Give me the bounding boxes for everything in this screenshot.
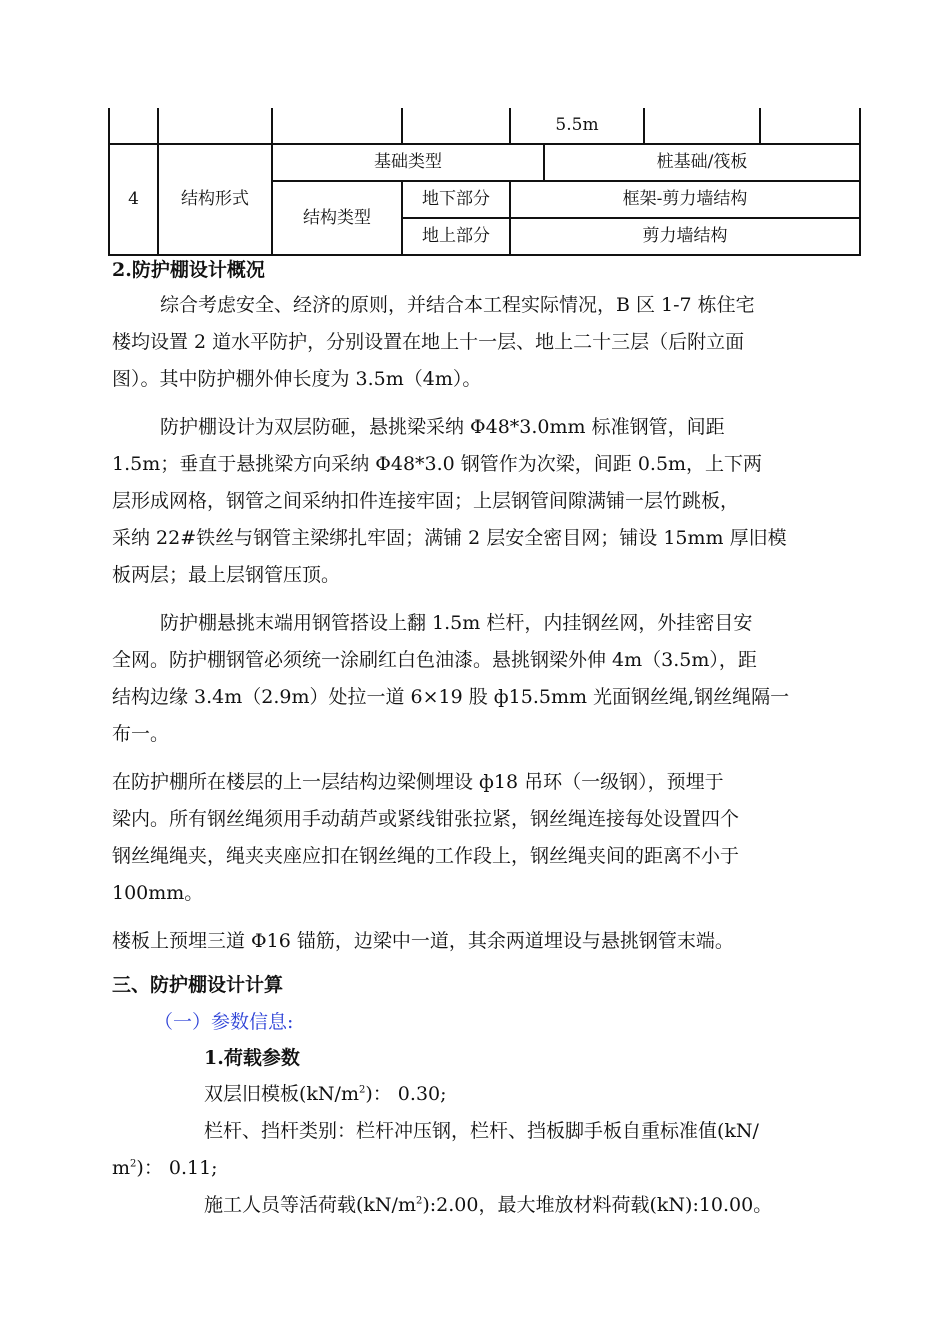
aboveground-value: 剪力墙结构 <box>510 218 860 255</box>
param-line: 双层旧模板$(kN/m^2)$： 0.30; <box>204 1083 447 1105</box>
underground-label: 地下部分 <box>402 181 510 218</box>
paragraph-line: 梁内。所有钢丝绳须用手动葫芦或紧线钳张拉紧，钢丝绳连接每处设置四个 <box>112 808 740 830</box>
load-params-heading: 1.荷载参数 <box>204 1047 300 1069</box>
table-row <box>109 144 860 181</box>
paragraph-line: 防护棚设计为双层防砸，悬挑梁采纳 Φ48*3.0mm 标准钢管，间距 <box>160 416 725 438</box>
aboveground-label: 地上部分 <box>402 218 510 255</box>
paragraph-line: 钢丝绳绳夹，绳夹夹座应扣在钢丝绳的工作段上，钢丝绳夹间的距离不小于 <box>112 845 740 867</box>
param-line: $m^2$)： 0.11; <box>112 1157 218 1179</box>
table-cell <box>272 108 402 144</box>
table-cell: 5.5m <box>510 108 644 144</box>
table-row <box>109 108 860 144</box>
param-line: 栏杆、挡杆类别：栏杆冲压钢，栏杆、挡板脚手板自重标准值(kN/ <box>204 1120 759 1142</box>
paragraph-line: 综合考虑安全、经济的原则，并结合本工程实际情况，B 区 1-7 栋住宅 <box>160 294 755 316</box>
paragraph-line: 楼板上预埋三道 Φ16 锚筋，边梁中一道，其余两道埋设与悬挑钢管末端。 <box>112 930 734 952</box>
paragraph-line: 在防护棚所在楼层的上一层结构边梁侧埋设 ф18 吊环（一级钢），预埋于 <box>112 771 724 793</box>
table-cell <box>644 108 760 144</box>
param-line: 施工人员等活荷载$(kN/m^2):2.00$，最大堆放材料荷载(kN):10.00。 <box>204 1194 773 1216</box>
foundation-type-label: 基础类型 <box>272 144 544 181</box>
underground-value: 框架-剪力墙结构 <box>510 181 860 218</box>
paragraph-line: 100mm。 <box>112 882 204 904</box>
structure-table <box>108 108 861 256</box>
paragraph-line: 布一。 <box>112 723 170 745</box>
table-cell <box>760 108 860 144</box>
row-number: 4 <box>109 144 158 255</box>
paragraph-line: 采纳 22#铁丝与钢管主梁绑扎牢固；满铺 2 层安全密目网；铺设 15mm 厚旧模 <box>112 527 787 549</box>
table-cell <box>402 108 510 144</box>
section-heading: 2.防护棚设计概况 <box>112 259 265 281</box>
paragraph-line: 层形成网格，钢管之间采纳扣件连接牢固；上层钢管间隙满铺一层竹跳板， <box>112 490 740 512</box>
paragraph-line: 板两层；最上层钢管压顶。 <box>112 564 341 586</box>
paragraph-line: 楼均设置 2 道水平防护，分别设置在地上十一层、地上二十三层（后附立面 <box>112 331 745 353</box>
paragraph-line: 全网。防护棚钢管必须统一涂刷红白色油漆。悬挑钢梁外伸 4m（3.5m），距 <box>112 649 757 671</box>
subsection-heading: （一）参数信息: <box>154 1011 294 1033</box>
paragraph-line: 图）。其中防护棚外伸长度为 3.5m（4m）。 <box>112 368 482 390</box>
table-cell <box>109 108 158 144</box>
table-cell <box>158 108 272 144</box>
foundation-type-value: 桩基础/筏板 <box>544 144 860 181</box>
structure-type-label: 结构类型 <box>272 181 402 255</box>
paragraph-line: 1.5m；垂直于悬挑梁方向采纳 Φ48*3.0 钢管作为次梁，间距 0.5m，上下两 <box>112 453 763 475</box>
section-heading: 三、防护棚设计计算 <box>112 974 284 996</box>
paragraph-line: 防护棚悬挑末端用钢管搭设上翻 1.5m 栏杆，内挂钢丝网，外挂密目安 <box>160 612 753 634</box>
structure-form-label: 结构形式 <box>158 144 272 255</box>
paragraph-line: 结构边缘 3.4m（2.9m）处拉一道 6×19 股 ф15.5mm 光面钢丝绳,钢丝绳隔一 <box>112 686 790 708</box>
